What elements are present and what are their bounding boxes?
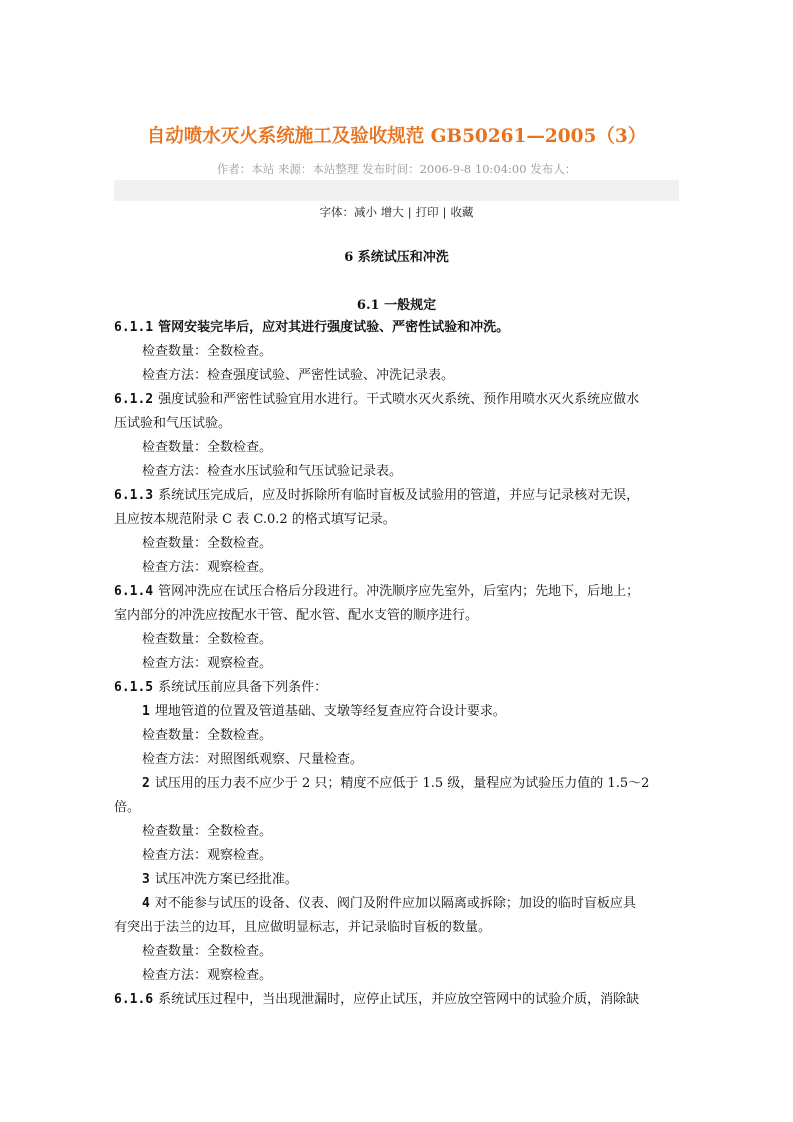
clause-text: 系统试压过程中，当出现泄漏时，应停止试压，并应放空管网中的试验介质，消除缺 (158, 992, 640, 1007)
text-line (114, 652, 684, 676)
text-line (114, 892, 684, 916)
text-line (114, 796, 684, 820)
clause-text: 检查方法：检查水压试验和气压试验记录表。 (142, 464, 403, 479)
text-line (114, 988, 684, 1012)
favorite-link[interactable]: 收藏 (450, 205, 474, 219)
divider-bar (114, 180, 679, 201)
text-line (114, 364, 684, 388)
clause-text: 检查数量：全数检查。 (142, 344, 273, 359)
clause-text: 压试验和气压试验。 (114, 416, 232, 431)
clause-text: 系统试压完成后，应及时拆除所有临时盲板及试验用的管道，并应与记录核对无误， (158, 488, 640, 503)
text-line (114, 724, 684, 748)
clause-text: 检查数量：全数检查。 (142, 944, 273, 959)
clause-text: 对不能参与试压的设备、仪表、阀门及附件应加以隔离或拆除；加设的临时盲板应具 (154, 896, 636, 911)
text-line (114, 340, 684, 364)
text-line (114, 580, 684, 604)
text-line (114, 508, 684, 532)
font-size-label: 字体： (319, 205, 355, 219)
text-line (114, 700, 684, 724)
text-line (114, 676, 684, 700)
clause-text: 有突出于法兰的边耳，且应做明显标志，并记录临时盲板的数量。 (114, 920, 492, 935)
clause-text: 检查方法：观察检查。 (142, 848, 273, 863)
clause-text: 检查数量：全数检查。 (142, 440, 273, 455)
clause-text: 埋地管道的位置及管道基础、支墩等经复查应符合设计要求。 (154, 704, 506, 719)
clause-text: 管网安装完毕后，应对其进行强度试验、严密性试验和冲洗。 (158, 320, 510, 335)
text-line (114, 412, 684, 436)
article-toolbar (0, 204, 793, 220)
clause-number: 6.1.6 (114, 992, 154, 1007)
text-line (114, 772, 684, 796)
decrease-font-link[interactable]: 减小 (354, 205, 378, 219)
clause-number: 6.1.4 (114, 584, 154, 599)
article-meta: 作者：本站 来源：本站整理 发布时间：2006-9-8 10:04:00 发布人： (216, 162, 577, 176)
clause-text: 强度试验和严密性试验宜用水进行。干式喷水灭火系统、预作用喷水灭火系统应做水 (158, 392, 640, 407)
clause-number: 1 (142, 704, 150, 719)
clause-text: 系统试压前应具备下列条件： (158, 680, 328, 695)
text-line (114, 436, 684, 460)
text-line (114, 820, 684, 844)
clause-number: 6.1.2 (114, 392, 154, 407)
clause-text: 检查数量：全数检查。 (142, 632, 273, 647)
separator: | (407, 205, 412, 219)
text-line (114, 316, 684, 340)
clause-text: 检查数量：全数检查。 (142, 824, 273, 839)
clause-text: 检查方法：对照图纸观察、尺量检查。 (142, 752, 364, 767)
clause-text: 检查数量：全数检查。 (142, 728, 273, 743)
clause-text: 检查数量：全数检查。 (142, 536, 273, 551)
text-line (114, 748, 684, 772)
text-line (114, 532, 684, 556)
clause-number: 2 (142, 776, 150, 791)
clause-text: 试压用的压力表不应少于 2 只；精度不应低于 1.5 级，量程应为试验压力值的 1.5～2 (154, 776, 650, 791)
clause-number: 6.1.3 (114, 488, 154, 503)
text-line (114, 628, 684, 652)
section-heading: 6 系统试压和冲洗 (344, 250, 449, 265)
clause-text: 检查方法：观察检查。 (142, 560, 273, 575)
text-line (114, 460, 684, 484)
text-line (114, 868, 684, 892)
clause-number: 3 (142, 872, 150, 887)
subsection-heading: 6.1 一般规定 (356, 298, 437, 313)
clause-text: 检查方法：观察检查。 (142, 968, 273, 983)
text-line (114, 484, 684, 508)
clause-number: 6.1.1 (114, 320, 154, 335)
text-line (114, 556, 684, 580)
increase-font-link[interactable]: 增大 (380, 205, 404, 219)
clause-text: 且应按本规范附录 C 表 C.0.2 的格式填写记录。 (114, 512, 396, 527)
clause-text: 管网冲洗应在试压合格后分段进行。冲洗顺序应先室外，后室内；先地下，后地上； (158, 584, 640, 599)
text-line (114, 844, 684, 868)
clause-text: 试压冲洗方案已经批准。 (154, 872, 298, 887)
clause-text: 室内部分的冲洗应按配水干管、配水管、配水支管的顺序进行。 (114, 608, 479, 623)
clause-number: 4 (142, 896, 150, 911)
clause-text: 检查方法：观察检查。 (142, 656, 273, 671)
text-line (114, 940, 684, 964)
article-body (114, 316, 684, 1012)
clause-text: 倍。 (114, 800, 141, 815)
article-title: 自动喷水灭火系统施工及验收规范 GB50261—2005（3） (146, 126, 647, 147)
print-link[interactable]: 打印 (415, 205, 439, 219)
separator: | (442, 205, 447, 219)
text-line (114, 388, 684, 412)
text-line (114, 604, 684, 628)
clause-text: 检查方法：检查强度试验、严密性试验、冲洗记录表。 (142, 368, 455, 383)
clause-number: 6.1.5 (114, 680, 154, 695)
text-line (114, 916, 684, 940)
text-line (114, 964, 684, 988)
